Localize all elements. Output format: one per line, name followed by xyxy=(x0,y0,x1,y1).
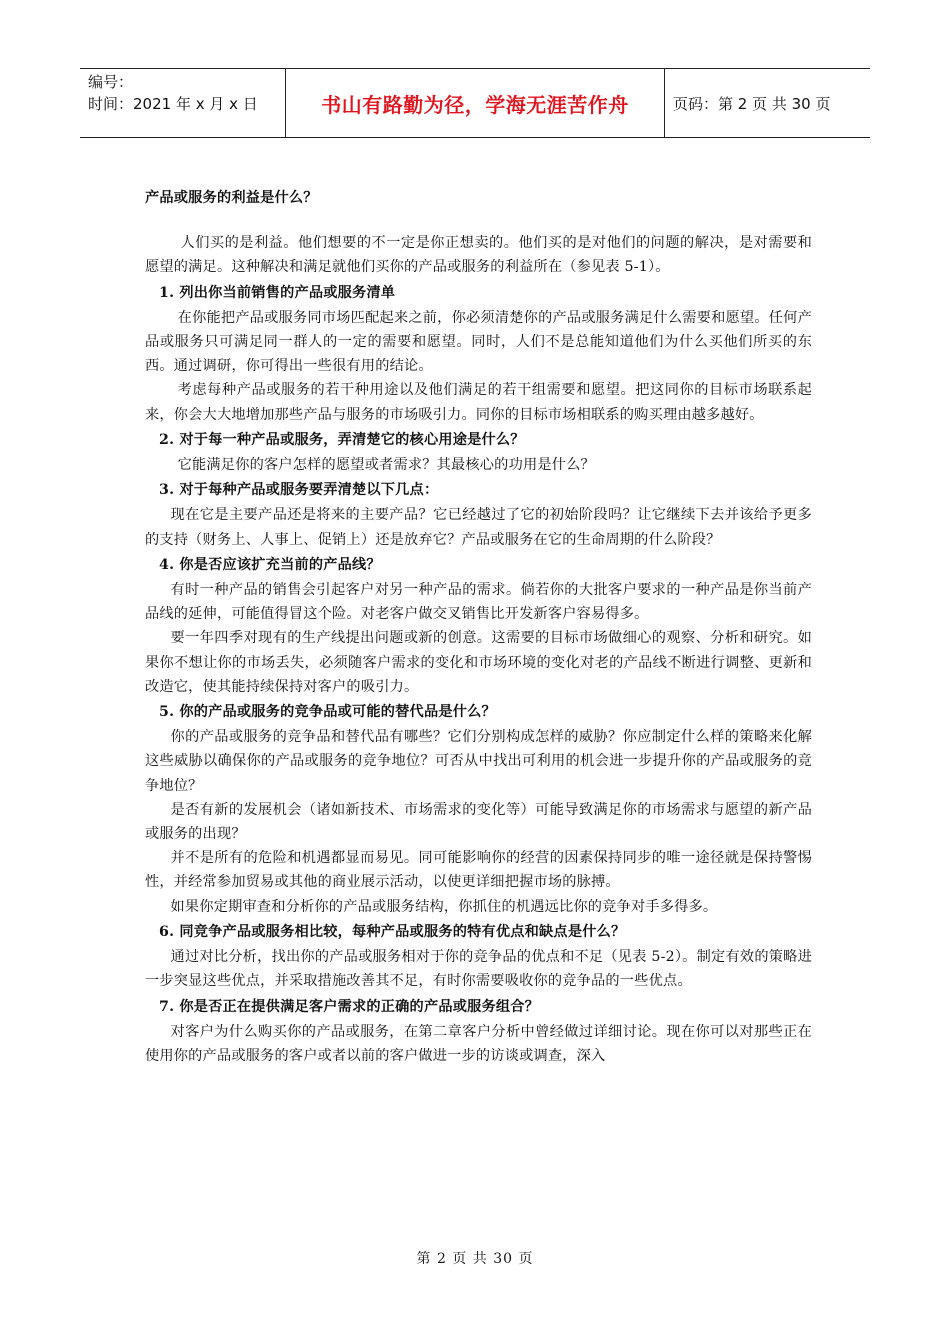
heading-6: 6. 同竞争产品或服务相比较，每种产品或服务的特有优点和缺点是什么？ xyxy=(159,923,626,940)
heading-1: 1. 列出你当前销售的产品或服务清单 xyxy=(159,284,396,301)
document-body xyxy=(145,186,812,1068)
paragraph-3a: 现在它是主要产品还是将来的主要产品？它已经越过了它的初始阶段吗？让它继续下去并该给予更多的支持（财务上、人事上、促销上）还是放弃它？产品或服务在它的生命周期的什么阶段？ xyxy=(145,507,812,548)
header-meta xyxy=(80,69,286,137)
paragraph-7a: 对客户为什么购买你的产品或服务，在第二章客户分析中曾经做过详细讨论。现在你可以对那些正在使用你的产品或服务的客户或者以前的客户做进一步的访谈或调查，深入 xyxy=(145,1023,812,1064)
paragraph-5c: 并不是所有的危险和机遇都显而易见。同可能影响你的经营的因素保持同步的唯一途径就是保持警惕性，并经常参加贸易或其他的商业展示活动，以使更详细把握市场的脉搏。 xyxy=(145,850,812,891)
intro-paragraph: 人们买的是利益。他们想要的不一定是你正想卖的。他们买的是对他们的问题的解决，是对需要和愿望的满足。这种解决和满足就他们买你的产品或服务的利益所在（参见表 5-1）。 xyxy=(145,235,812,276)
header-page-number: 页码：第 2 页 共 30 页 xyxy=(673,94,831,113)
heading-5: 5. 你的产品或服务的竞争品或可能的替代品是什么？ xyxy=(159,704,496,721)
page-header xyxy=(80,68,870,138)
paragraph-2a: 它能满足你的客户怎样的愿望或者需求？其最核心的功用是什么？ xyxy=(177,457,595,474)
header-motto: 书山有路勤为径，学海无涯苦作舟 xyxy=(286,69,665,137)
document-number-label: 编号： xyxy=(88,73,134,91)
paragraph-5a: 你的产品或服务的竞争品和替代品有哪些？它们分别构成怎样的威胁？你应制定什么样的策略来化解这些威胁以确保你的产品或服务的竞争地位？可否从中找出可利用的机会进一步提升你的产品或服务的竞争地位？ xyxy=(145,729,812,794)
page-footer: 第 2 页 共 30 页 xyxy=(416,1251,534,1267)
paragraph-1a: 在你能把产品或服务同市场匹配起来之前，你必须清楚你的产品或服务满足什么需要和愿望。任何产品或服务只可满足同一群人的一定的需要和愿望。同时，人们不是总能知道他们为什么买他们所买的东西。通过调研，你可得出一些很有用的结论。 xyxy=(145,309,812,375)
paragraph-1b: 考虑每种产品或服务的若干种用途以及他们满足的若干组需要和愿望。把这同你的目标市场联系起来，你会大大地增加那些产品与服务的市场吸引力。同你的目标市场相联系的购买理由越多越好。 xyxy=(145,382,812,423)
paragraph-4b: 要一年四季对现有的生产线提出问题或新的创意。这需要的目标市场做细心的观察、分析和研究。如果你不想让你的市场丢失，必须随客户需求的变化和市场环境的变化对老的产品线不断进行调整、更新和改造它，使其能持续保持对客户的吸引力。 xyxy=(145,630,812,695)
paragraph-5d: 如果你定期审查和分析你的产品或服务结构，你抓住的机遇远比你的竞争对手多得多。 xyxy=(170,898,718,915)
paragraph-4a: 有时一种产品的销售会引起客户对另一种产品的需求。倘若你的大批客户要求的一种产品是你当前产品线的延伸，可能值得冒这个险。对老客户做交叉销售比开发新客户容易得多。 xyxy=(145,582,812,623)
heading-4: 4. 你是否应该扩充当前的产品线？ xyxy=(159,556,381,573)
section-title: 产品或服务的利益是什么？ xyxy=(145,190,318,206)
heading-3: 3. 对于每种产品或服务要弄清楚以下几点： xyxy=(159,482,439,499)
document-date-label: 时间：2021 年 x 月 x 日 xyxy=(88,95,258,113)
heading-7: 7. 你是否正在提供满足客户需求的正确的产品或服务组合？ xyxy=(159,998,540,1015)
paragraph-6a: 通过对比分析，找出你的产品或服务相对于你的竞争品的优点和不足（见表 5-2）。制定有效的策略进一步突显这些优点，并采取措施改善其不足，有时你需要吸收你的竞争品的一些优点。 xyxy=(145,949,812,990)
heading-2: 2. 对于每一种产品或服务，弄清楚它的核心用途是什么？ xyxy=(159,431,525,448)
paragraph-5b: 是否有新的发展机会（诸如新技术、市场需求的变化等）可能导致满足你的市场需求与愿望的新产品或服务的出现？ xyxy=(145,801,812,843)
